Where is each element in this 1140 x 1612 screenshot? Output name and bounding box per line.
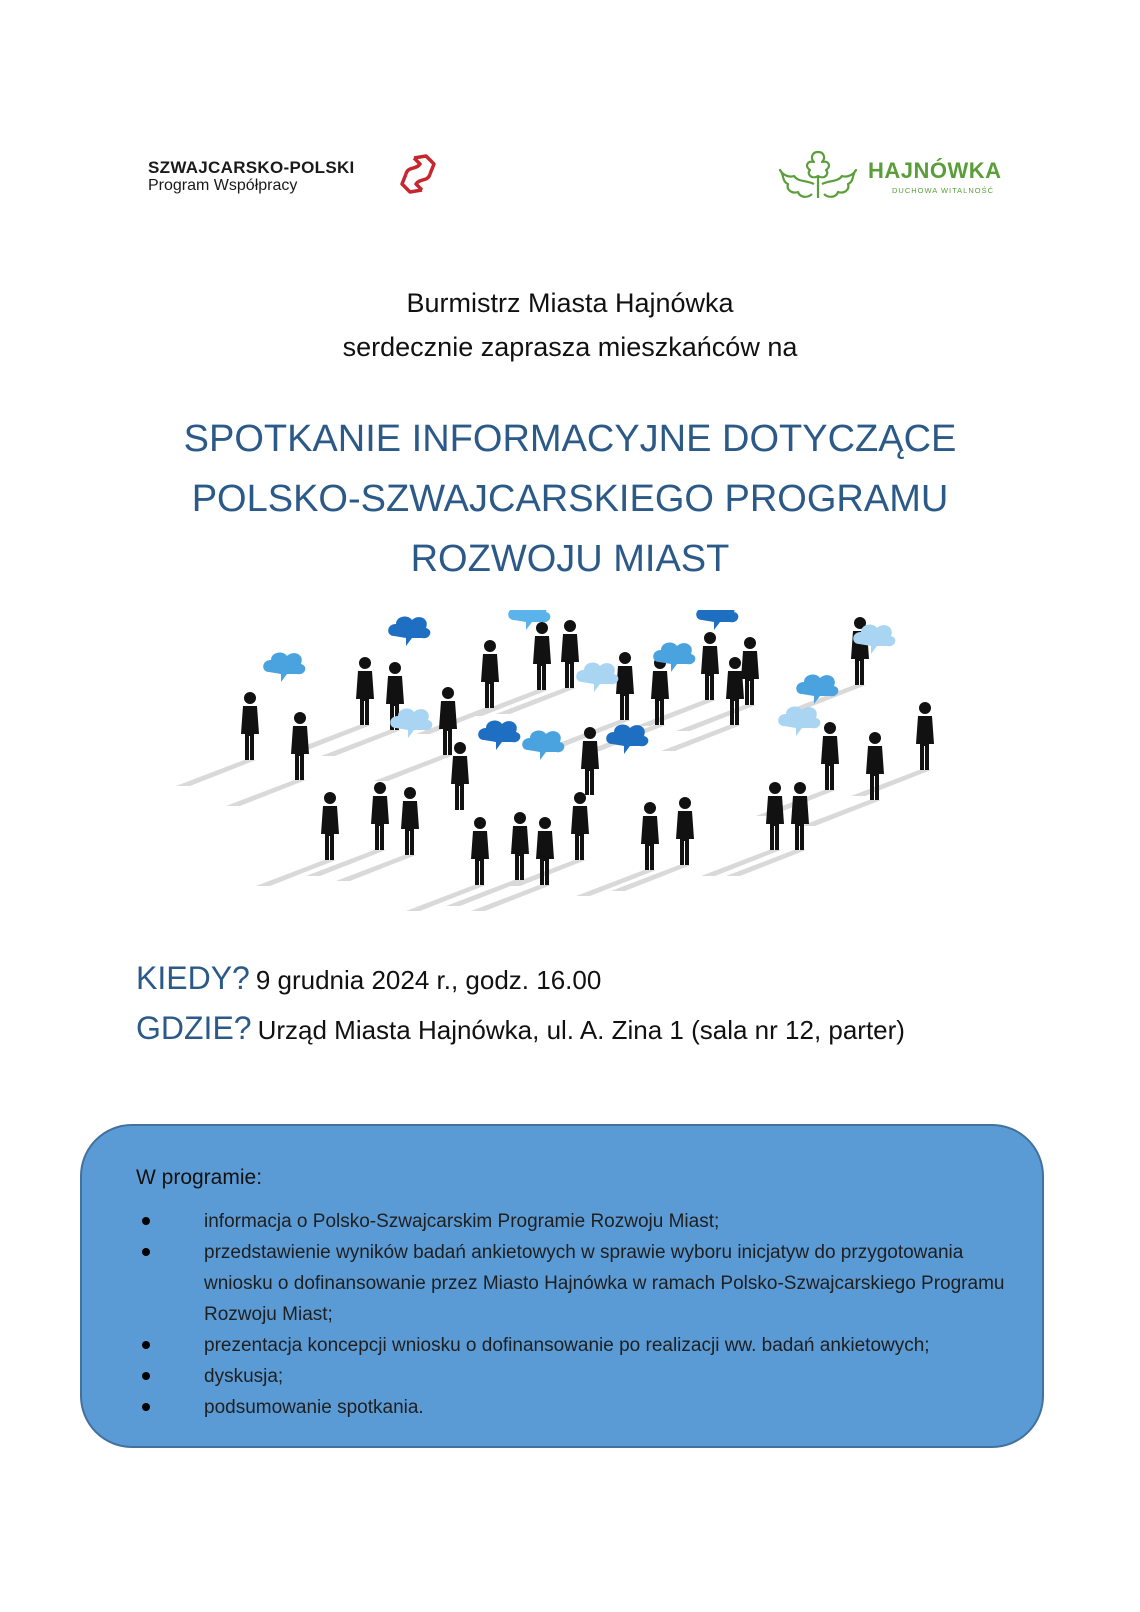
program-item-text: podsumowanie spotkania. [204, 1397, 424, 1418]
list-item [138, 1206, 1018, 1237]
event-where [136, 1010, 905, 1047]
bullet-icon [142, 1372, 150, 1380]
program-item-text: informacja o Polsko-Szwajcarskim Programie Rozwoju Miast; [204, 1211, 720, 1232]
when-value: 9 grudnia 2024 r., godz. 16.00 [255, 965, 602, 995]
hajnowka-logo [776, 144, 1016, 208]
list-item [138, 1330, 1018, 1361]
program-box [80, 1124, 1044, 1448]
swiss-polish-emblem-icon [394, 152, 442, 196]
program-item-text: przedstawienie wyników badań ankietowych w sprawie wyboru inicjatyw do przygotowania wniosku o dofinansowanie przez Miasto Hajnówka w ramach Polsko-Szwajcarskiego Programu Rozwoju Miast; [204, 1242, 1005, 1325]
logo-right-title: HAJNÓWKA [868, 158, 1002, 183]
title-line-2: POLSKO-SZWAJCARSKIEGO PROGRAMU [191, 478, 949, 520]
list-item [138, 1237, 1018, 1330]
swiss-polish-program-logo [148, 152, 448, 204]
program-list [138, 1206, 1018, 1423]
bullet-icon [142, 1341, 150, 1349]
oak-leaf-icon [776, 144, 860, 204]
crowd-illustration [140, 610, 960, 920]
title-line-3: ROZWOJU MIAST [410, 538, 730, 580]
list-item [138, 1361, 1018, 1392]
event-when [136, 960, 601, 997]
program-heading: W programie: [136, 1166, 263, 1189]
title-line-1: SPOTKANIE INFORMACYJNE DOTYCZĄCE [183, 418, 957, 460]
program-item-text: dyskusja; [204, 1366, 284, 1387]
logo-right-tagline: DUCHOWA WITALNOŚĆ [892, 186, 995, 195]
logo-left-title: SZWAJCARSKO-POLSKI [148, 158, 355, 177]
program-item-text: prezentacja koncepcji wniosku o dofinansowanie po realizacji ww. badań ankietowych; [204, 1335, 930, 1356]
logo-left-subtitle: Program Współpracy [148, 177, 298, 194]
bullet-icon [142, 1217, 150, 1225]
bullet-icon [142, 1403, 150, 1411]
when-label: KIEDY? [136, 960, 250, 996]
bullet-icon [142, 1248, 150, 1256]
where-label: GDZIE? [136, 1010, 252, 1046]
where-value: Urząd Miasta Hajnówka, ul. A. Zina 1 (sala nr 12, parter) [257, 1015, 905, 1045]
intro-line-1: Burmistrz Miasta Hajnówka [406, 288, 734, 318]
list-item [138, 1392, 1018, 1423]
intro-line-2: serdecznie zaprasza mieszkańców na [342, 332, 798, 362]
